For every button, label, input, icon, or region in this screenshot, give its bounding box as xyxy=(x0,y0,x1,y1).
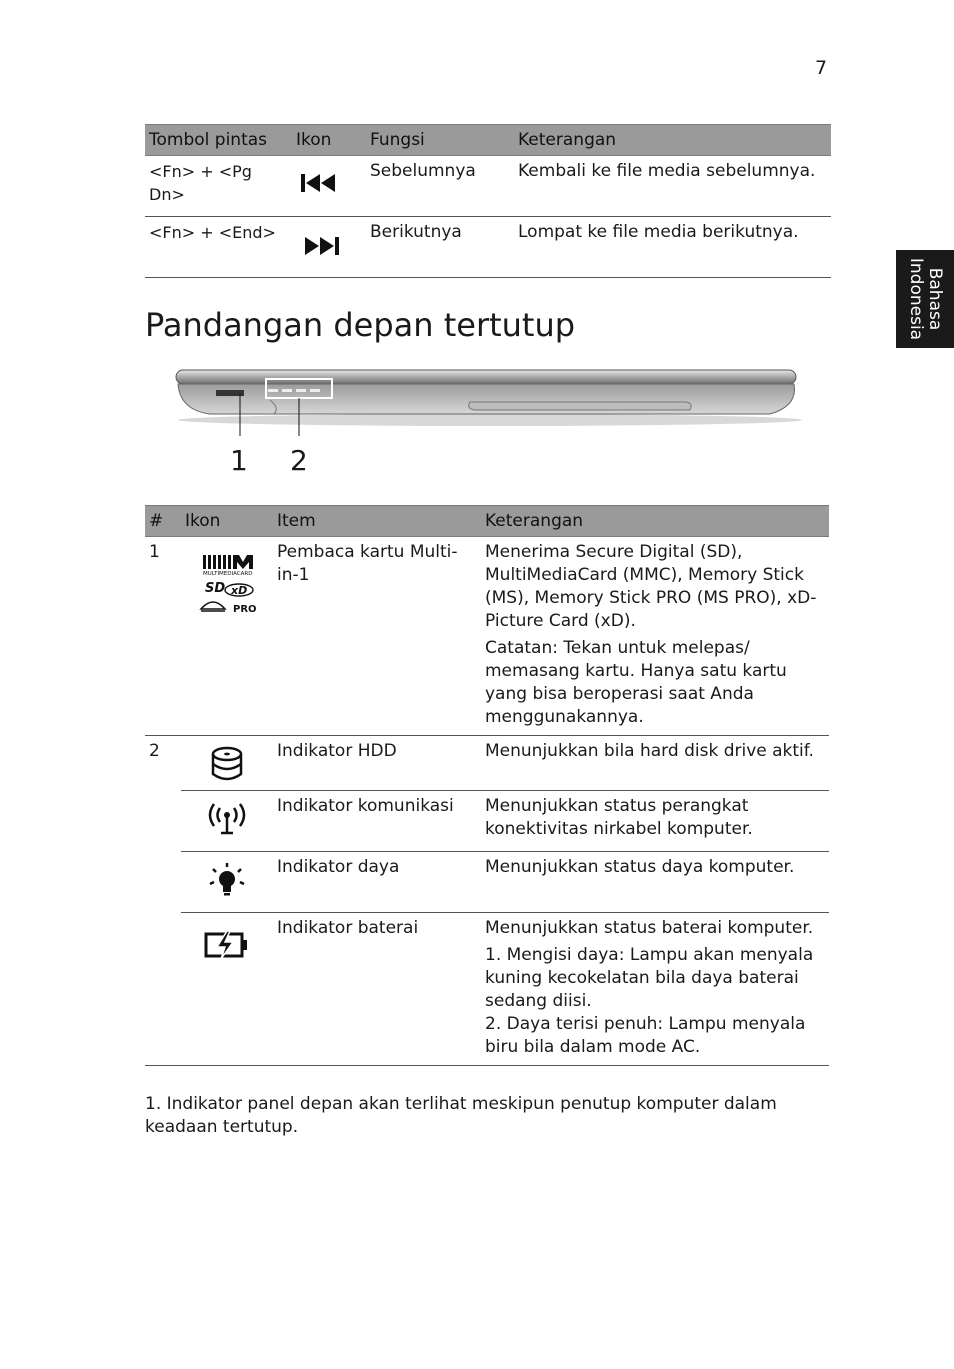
item-description: Menunjukkan status daya komputer. xyxy=(481,852,829,913)
table-row xyxy=(145,217,831,278)
header-icon: Ikon xyxy=(181,506,273,537)
note-charging xyxy=(485,944,825,1013)
page-number: 7 xyxy=(815,57,828,79)
svg-text:xD: xD xyxy=(231,584,248,597)
table-row xyxy=(145,156,831,217)
note-label: Catatan: xyxy=(485,638,558,658)
callout-1: 1 xyxy=(230,444,248,477)
power-indicator-icon xyxy=(181,852,273,913)
section-title: Pandangan depan tertutup xyxy=(145,306,576,344)
hdd-icon xyxy=(181,736,273,791)
header-description: Keterangan xyxy=(514,125,831,156)
item-description: Menunjukkan bila hard disk drive aktif. xyxy=(481,736,829,791)
item-description-text: Menerima Secure Digital (SD), MultiMediaCard (MMC), Memory Stick (MS), Memory Stick PRO (MS PRO), xD-Picture Card (xD). xyxy=(485,542,817,631)
item-name: Indikator komunikasi xyxy=(273,791,481,852)
svg-text:SD: SD xyxy=(205,581,226,596)
table-row xyxy=(145,736,829,791)
front-view-table xyxy=(145,505,829,1066)
laptop-front-illustration xyxy=(170,362,810,480)
item-description xyxy=(481,537,829,736)
hotkey-description: Lompat ke file media berikutnya. xyxy=(514,217,831,278)
row-number: 1 xyxy=(145,537,181,736)
hotkey-combo: <Fn> + <Pg Dn> xyxy=(145,156,292,217)
item-name: Pembaca kartu Multi-in-1 xyxy=(273,537,481,736)
item-name: Indikator HDD xyxy=(273,736,481,791)
table-row xyxy=(145,913,829,1066)
note-full xyxy=(485,1013,825,1059)
battery-icon xyxy=(181,913,273,1066)
note xyxy=(485,637,825,729)
header-item: Item xyxy=(273,506,481,537)
table-row xyxy=(145,537,829,736)
front-view-table-header xyxy=(145,506,829,537)
language-tab xyxy=(896,250,954,348)
item-name: Indikator baterai xyxy=(273,913,481,1066)
note-text: Lampu menyala biru bila dalam mode AC. xyxy=(485,1014,806,1057)
svg-text:PRO: PRO xyxy=(233,604,257,615)
hotkey-table xyxy=(145,124,831,278)
table-row xyxy=(145,791,829,852)
header-number: # xyxy=(145,506,181,537)
item-description-text: Menunjukkan status baterai komputer. xyxy=(485,918,814,938)
next-track-icon xyxy=(292,217,366,278)
hotkey-description: Kembali ke file media sebelumnya. xyxy=(514,156,831,217)
note-label: 1. Mengisi daya: xyxy=(485,945,625,965)
footnote: 1. Indikator panel depan akan terlihat meskipun penutup komputer dalam keadaan tertutup. xyxy=(145,1094,777,1137)
header-description: Keterangan xyxy=(481,506,829,537)
previous-track-icon xyxy=(292,156,366,217)
callout-2: 2 xyxy=(290,444,308,477)
note-text: Tekan untuk melepas/ memasang kartu. Hanya satu kartu yang bisa beroperasi saat Anda menggunakannya. xyxy=(485,638,787,727)
item-description xyxy=(481,913,829,1066)
header-function: Fungsi xyxy=(366,125,514,156)
svg-text:MULTIMEDIACARD: MULTIMEDIACARD xyxy=(203,571,253,577)
hotkey-combo: <Fn> + <End> xyxy=(145,217,292,278)
hotkey-table-header xyxy=(145,125,831,156)
wireless-icon xyxy=(181,791,273,852)
hotkey-function: Sebelumnya xyxy=(366,156,514,217)
note-text: Lampu akan menyala kuning kecokelatan bila daya baterai sedang diisi. xyxy=(485,945,814,1011)
header-hotkey: Tombol pintas xyxy=(145,125,292,156)
language-tab-line2: Indonesia xyxy=(906,257,926,341)
card-reader-icon xyxy=(181,537,273,736)
note-label: 2. Daya terisi penuh: xyxy=(485,1014,664,1034)
hotkey-function: Berikutnya xyxy=(366,217,514,278)
table-row xyxy=(145,852,829,913)
header-icon: Ikon xyxy=(292,125,366,156)
item-description: Menunjukkan status perangkat konektivitas nirkabel komputer. xyxy=(481,791,829,852)
row-number: 2 xyxy=(145,736,181,1066)
language-tab-line1: Bahasa xyxy=(925,267,945,331)
item-name: Indikator daya xyxy=(273,852,481,913)
